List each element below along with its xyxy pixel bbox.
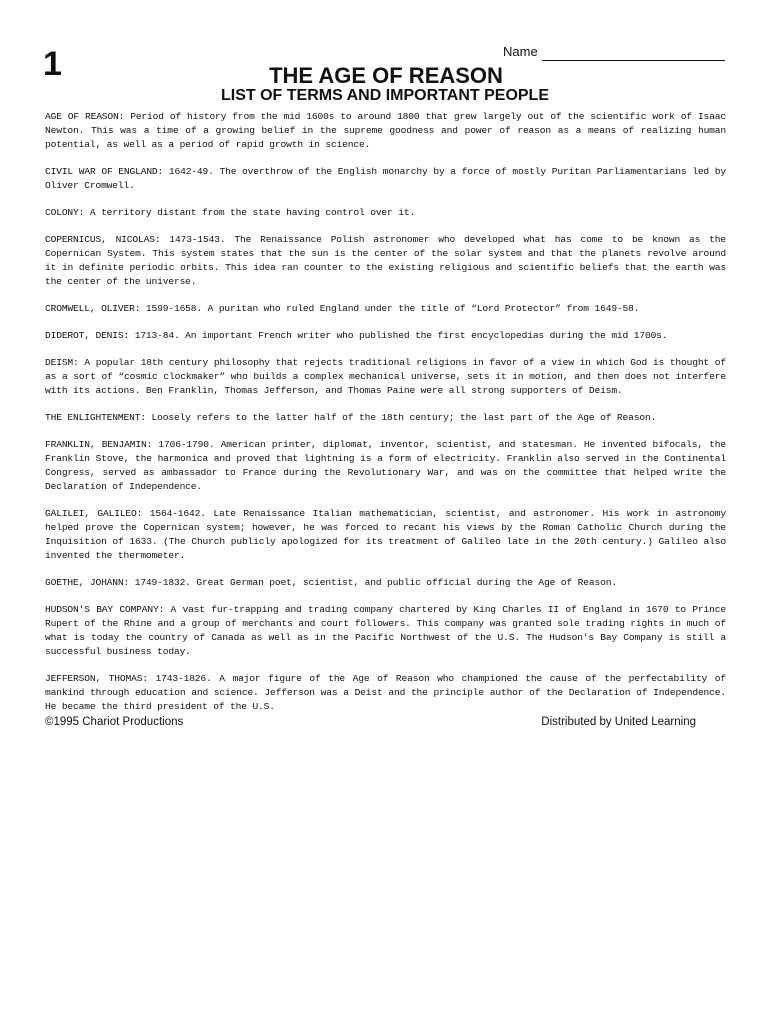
term-civil-war-of-england: CIVIL WAR OF ENGLAND: 1642-49. The overthrow of the English monarchy by a force of mostly Puritan Parliamentarians led by Oliver Cromwell. (45, 166, 726, 191)
name-blank-line (542, 46, 725, 61)
footer-distributor: Distributed by United Learning (541, 716, 696, 728)
term-franklin: FRANKLIN, BENJAMIN: 1706-1790. American printer, diplomat, inventor, scientist, and statesman. He invented bifocals, the Franklin Stove, the harmonica and proved that lightning is a form of electricity. Franklin also served in the Continental Congress, served as ambassador to France during the Revolutionary War, and was on the committee that helped write the Declaration of Independence. (45, 439, 726, 492)
page-number: 1 (43, 45, 62, 83)
footer-copyright: ©1995 Chariot Productions (45, 716, 184, 728)
term-galilei: GALILEI, GALILEO: 1564-1642. Late Renaissance Italian mathematician, scientist, and astronomer. His work in astronomy helped prove the Copernican system; however, he was forced to recant his views by the Roman Catholic Church during the Inquisition of 1633. (The Church publicly apologized for its treatment of Galileo late in the 20th century.) Galileo also invented the thermometer. (45, 508, 726, 561)
term-hudsons-bay-company: HUDSON'S BAY COMPANY: A vast fur-trapping and trading company chartered by King Charles II of England in 1670 to Prince Rupert of the Rhine and a group of merchants and court followers. This company was granted sole trading rights in much of what is today the country of Canada as well as in the Pacific Northwest of the U.S. The Hudson's Bay Company is still a successful business today. (45, 604, 726, 657)
term-age-of-reason: AGE OF REASON: Period of history from the mid 1600s to around 1800 that grew largely out of the scientific work of Isaac Newton. This was a time of a growing belief in the supreme goodness and power of reason as a means of realizing human potential, as well as a period of rapid growth in science. (45, 111, 726, 150)
term-goethe: GOETHE, JOHANN: 1749-1832. Great German poet, scientist, and public official during the Age of Reason. (45, 577, 617, 588)
name-label: Name (503, 44, 538, 59)
page-subtitle: LIST OF TERMS AND IMPORTANT PEOPLE (221, 87, 549, 104)
term-deism: DEISM: A popular 18th century philosophy that rejects traditional religions in favor of a view in which God is thought of as a sort of “cosmic clockmaker” who builds a complex mechanical universe, sets it in motion, and then does not interfere with its actions. Ben Franklin, Thomas Jefferson, and Thomas Paine were all strong supporters of Deism. (45, 357, 726, 396)
term-jefferson: JEFFERSON, THOMAS: 1743-1826. A major figure of the Age of Reason who championed the cause of the perfectability of mankind through education and science. Jefferson was a Deist and the principle author of the Declaration of Independence. He became the third president of the U.S. (45, 673, 726, 712)
name-field (503, 43, 725, 61)
term-copernicus: COPERNICUS, NICOLAS: 1473-1543. The Renaissance Polish astronomer who developed what has come to be known as the Copernican System. This system states that the sun is the center of the solar system and that the planets revolve around it in definite periodic orbits. This idea ran counter to the existing religious and scientific beliefs that the earth was the center of the universe. (45, 234, 726, 287)
term-cromwell: CROMWELL, OLIVER: 1599-1658. A puritan who ruled England under the title of “Lord Protector” from 1649-58. (45, 303, 640, 314)
term-colony: COLONY: A territory distant from the state having control over it. (45, 207, 416, 218)
page-title: THE AGE OF REASON (269, 63, 503, 88)
term-diderot: DIDEROT, DENIS: 1713-84. An important French writer who published the first encyclopedias during the mid 1700s. (45, 330, 668, 341)
term-enlightenment: THE ENLIGHTENMENT: Loosely refers to the latter half of the 18th century; the last part of the Age of Reason. (45, 412, 657, 423)
terms-list (45, 110, 726, 727)
